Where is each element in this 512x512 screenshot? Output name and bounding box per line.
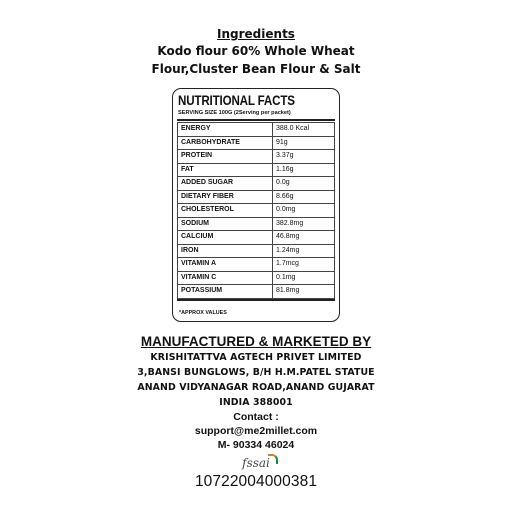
nutrient-name: PROTEIN	[178, 150, 273, 164]
nutrition-divider	[177, 119, 335, 121]
nutrition-bottom-divider	[177, 299, 335, 301]
nutrition-row	[178, 163, 335, 177]
nutrition-facts-panel	[172, 88, 340, 322]
nutrient-name: CHOLESTEROL	[178, 204, 273, 218]
nutrition-row	[178, 258, 335, 272]
address-line-2: ANAND VIDYANAGAR ROAD,ANAND GUJARAT	[137, 382, 375, 393]
nutrition-row	[178, 231, 335, 245]
ingredients-title: Ingredients	[217, 27, 295, 41]
nutrition-row	[178, 123, 335, 137]
nutrient-name: SODIUM	[178, 217, 273, 231]
nutrient-value: 1.7mcg	[273, 258, 335, 272]
nutrition-row	[178, 177, 335, 191]
fssai-license-number: 10722004000381	[194, 473, 318, 490]
nutrient-value: 91g	[273, 136, 335, 150]
nutrient-name: POTASSIUM	[178, 285, 273, 299]
nutrient-value: 46.8mg	[273, 231, 335, 245]
nutrition-row	[178, 271, 335, 285]
nutrient-name: CALCIUM	[178, 231, 273, 245]
manufacturer-section	[0, 334, 512, 491]
fssai-logo	[240, 456, 272, 470]
nutrient-value: 3.37g	[273, 150, 335, 164]
nutrient-name: DIETARY FIBER	[178, 190, 273, 204]
nutrient-value: 382.8mg	[273, 217, 335, 231]
nutrient-value: 388.0 Kcal	[273, 123, 335, 137]
nutrient-value: 0.0g	[273, 177, 335, 191]
nutrition-row	[178, 136, 335, 150]
nutrition-table	[177, 122, 335, 299]
nutrient-name: VITAMIN A	[178, 258, 273, 272]
nutrition-title: NUTRITIONAL FACTS	[178, 93, 295, 108]
nutrient-value: 1.16g	[273, 163, 335, 177]
nutrient-name: IRON	[178, 244, 273, 258]
nutrition-row	[178, 204, 335, 218]
contact-email: support@me2millet.com	[194, 425, 318, 437]
ingredients-line-2: Flour,Cluster Bean Flour & Salt	[151, 62, 361, 76]
nutrition-row	[178, 285, 335, 299]
ingredients-section	[0, 26, 512, 78]
nutrient-name: VITAMIN C	[178, 271, 273, 285]
manufacturer-title: MANUFACTURED & MARKETED BY	[140, 334, 372, 349]
serving-size: SERVING SIZE 100G (2Serving per packet)	[178, 110, 291, 116]
fssai-logo-text: fssai	[242, 456, 270, 470]
nutrient-name: ENERGY	[178, 123, 273, 137]
nutrition-row	[178, 244, 335, 258]
nutrient-value: 1.24mg	[273, 244, 335, 258]
contact-phone: M- 90334 46024	[217, 439, 295, 451]
company-name: KRISHITATTVA AGTECH PRIVET LIMITED	[150, 352, 362, 363]
nutrition-row	[178, 150, 335, 164]
nutrient-value: 81.8mg	[273, 285, 335, 299]
nutrition-row	[178, 190, 335, 204]
contact-label: Contact :	[233, 411, 279, 423]
nutrient-name: ADDED SUGAR	[178, 177, 273, 191]
nutrient-name: FAT	[178, 163, 273, 177]
approx-values-note: *APPROX VALUES	[179, 310, 227, 316]
nutrient-value: 0.1mg	[273, 271, 335, 285]
nutrient-value: 0.0mg	[273, 204, 335, 218]
nutrient-name: CARBOHYDRATE	[178, 136, 273, 150]
nutrition-row	[178, 217, 335, 231]
nutrient-value: 8.66g	[273, 190, 335, 204]
fssai-mark-icon	[268, 454, 278, 464]
address-line-1: 3,BANSI BUNGLOWS, B/H H.M.PATEL STATUE	[137, 367, 375, 378]
ingredients-line-1: Kodo flour 60% Whole Wheat	[157, 44, 355, 58]
address-line-3: INDIA 388001	[219, 397, 293, 408]
